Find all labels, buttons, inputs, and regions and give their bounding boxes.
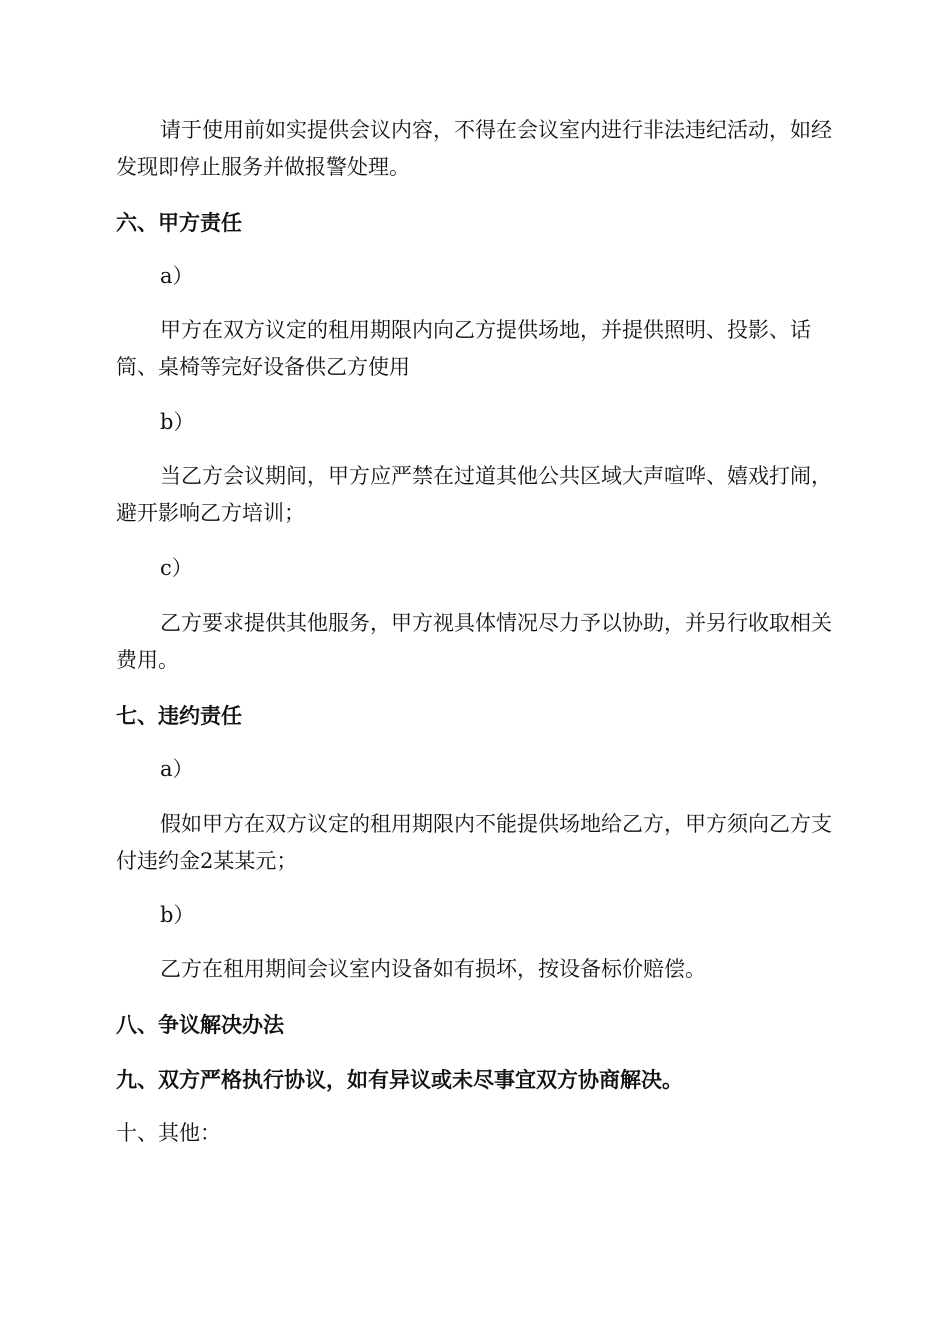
list-marker-b: b） [160, 410, 195, 434]
list-marker-a: a） [160, 264, 194, 288]
paragraph-other-services: 乙方要求提供其他服务，甲方视具体情况尽力予以协助，并另行收取相关费用。 [116, 611, 832, 672]
heading-party-a-duties: 六、甲方责任 [116, 210, 242, 235]
paragraph-venue-provision: 甲方在双方议定的租用期限内向乙方提供场地，并提供照明、投影、话筒、桌椅等完好设备供乙方使用 [116, 318, 811, 379]
heading-other: 十、其他： [116, 1121, 221, 1145]
list-marker-c: c） [160, 556, 193, 580]
paragraph-noise-restriction: 当乙方会议期间，甲方应严禁在过道其他公共区域大声喧哗、嬉戏打闹，避开影响乙方培训； [116, 464, 832, 525]
heading-agreement-execution: 九、双方严格执行协议，如有异议或未尽事宜双方协商解决。 [116, 1067, 683, 1092]
list-marker-a: a） [160, 757, 194, 781]
paragraph-usage-notice: 请于使用前如实提供会议内容，不得在会议室内进行非法违纪活动，如经发现即停止服务并做报警处理。 [116, 118, 832, 179]
paragraph-damage-compensation: 乙方在租用期间会议室内设备如有损坏，按设备标价赔偿。 [160, 957, 706, 981]
list-marker-b: b） [160, 903, 195, 927]
paragraph-penalty: 假如甲方在双方议定的租用期限内不能提供场地给乙方，甲方须向乙方支付违约金2某某元； [116, 812, 832, 873]
heading-breach-liability: 七、违约责任 [116, 703, 242, 728]
heading-dispute-resolution: 八、争议解决办法 [116, 1012, 284, 1037]
